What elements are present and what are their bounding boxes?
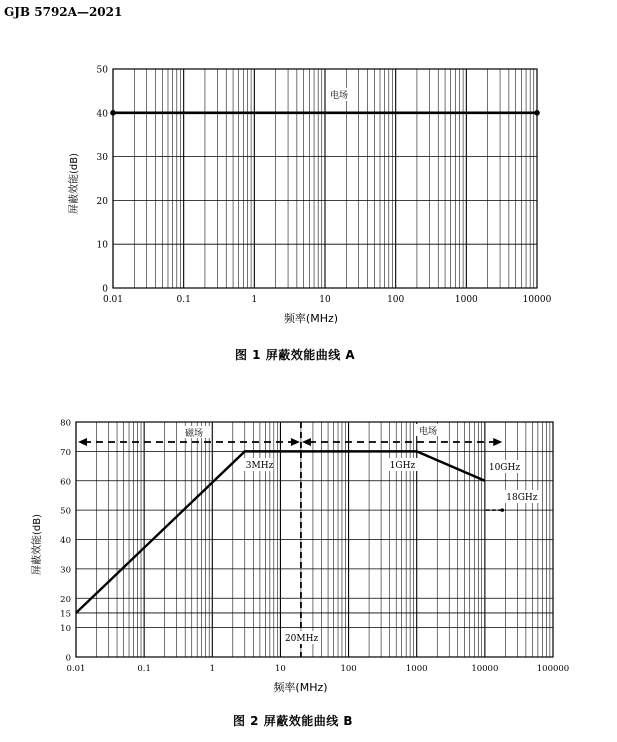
electric-field-label: 电场 <box>330 91 349 101</box>
y-tick-label: 20 <box>96 196 108 207</box>
y-tick-label: 10 <box>60 624 71 635</box>
y-tick-label: 30 <box>96 153 108 164</box>
figure-1-caption: 图 1 屏蔽效能曲线 A <box>235 348 356 362</box>
marker-18ghz-dot <box>500 508 504 512</box>
x-tick-label: 0.01 <box>102 295 124 305</box>
y-tick-label: 50 <box>96 65 108 76</box>
y-tick-label: 60 <box>60 477 71 488</box>
x-tick-label: 100 <box>387 295 405 305</box>
x-axis-label: 频率(MHz) <box>283 312 339 325</box>
y-tick-label: 70 <box>60 447 71 458</box>
label-3mhz: 3MHz <box>245 461 274 471</box>
y-tick-label: 15 <box>60 609 71 620</box>
x-tick-label: 1000 <box>454 295 478 305</box>
x-tick-label: 10 <box>275 664 286 674</box>
label-20mhz: 20MHz <box>284 634 319 644</box>
y-tick-label: 0 <box>65 653 71 664</box>
arrow-head <box>78 438 87 446</box>
y-tick-label: 40 <box>60 536 71 546</box>
label-1ghz: 1GHz <box>389 461 416 471</box>
document-code: GJB 5792A—2021 <box>4 5 123 19</box>
x-tick-label: 10000 <box>471 664 499 674</box>
y-tick-label: 30 <box>60 565 71 576</box>
x-tick-label: 100000 <box>536 664 570 674</box>
figure-2-caption: 图 2 屏蔽效能曲线 B <box>233 714 354 728</box>
electric-field-label: 电场 <box>419 427 438 437</box>
x-tick-label: 0.01 <box>66 664 86 674</box>
x-tick-label: 10000 <box>522 295 552 305</box>
x-tick-label: 0.1 <box>137 664 151 674</box>
label-18ghz: 18GHz <box>506 493 538 503</box>
arrow-head <box>493 438 502 446</box>
y-tick-label: 10 <box>96 240 108 251</box>
x-axis-label: 频率(MHz) <box>273 681 328 694</box>
y-tick-label: 50 <box>60 506 71 517</box>
y-axis-label: 屏蔽效能(dB) <box>69 152 80 215</box>
label-10ghz: 10GHz <box>488 463 521 473</box>
x-tick-label: 1 <box>209 664 215 674</box>
y-tick-label: 80 <box>60 418 71 429</box>
arrow-head <box>302 438 311 446</box>
y-tick-label: 40 <box>96 109 108 120</box>
y-tick-label: 20 <box>60 594 71 605</box>
endpoint-marker <box>110 110 116 116</box>
endpoint-marker <box>534 110 540 116</box>
x-tick-label: 0.1 <box>176 295 191 305</box>
y-axis-label: 屏蔽效能(dB) <box>32 513 43 576</box>
arrow-head <box>291 438 300 446</box>
x-tick-label: 1 <box>251 295 258 305</box>
x-tick-label: 10 <box>319 295 331 305</box>
x-tick-label: 100 <box>340 664 357 674</box>
magnetic-field-label: 磁场 <box>185 429 204 439</box>
x-tick-label: 1000 <box>405 664 428 674</box>
y-tick-label: 0 <box>102 284 108 295</box>
